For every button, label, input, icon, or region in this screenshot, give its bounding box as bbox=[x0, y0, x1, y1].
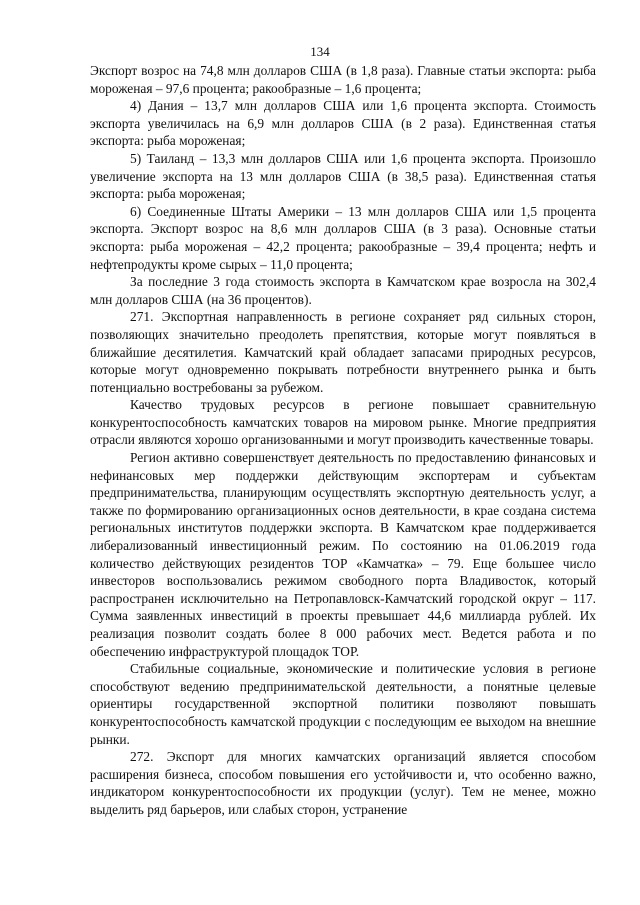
paragraph: За последние 3 года стоимость экспорта в Камчатском крае возросла на 302,4 млн долларов США (на 36 процентов). bbox=[90, 274, 596, 307]
paragraph: Стабильные социальные, экономические и политические условия в регионе способствуют ведению предпринимательской деятельности, а понятные целевые ориентиры государственной экспортной политики позволяют повышать конкурентоспособность камчатской продукции с последующим ее выходом на внешние рынки. bbox=[90, 661, 596, 747]
paragraph: 272. Экспорт для многих камчатских организаций является способом расширения бизнеса, способом повышения его устойчивости и, что особенно важно, индикатором конкурентоспособности их продукции (услуг). Тем не менее, можно выделить ряд барьеров, или слабых сторон, устранение bbox=[90, 749, 596, 817]
document-body bbox=[90, 62, 596, 819]
paragraph: Качество трудовых ресурсов в регионе повышает сравнительную конкурентоспособность камчатских товаров на мировом рынке. Многие предприятия отрасли являются хорошо организованными и могут производить качественные товары. bbox=[90, 397, 596, 448]
paragraph: 271. Экспортная направленность в регионе сохраняет ряд сильных сторон, позволяющих значительно преодолеть препятствия, которые могут появляться в ближайшие десятилетия. Камчатский край обладает запасами природных ресурсов, которые могут одновременно покрывать потребности внутреннего рынка и быть потенциально востребованы за рубежом. bbox=[90, 309, 596, 395]
page-number: 134 bbox=[310, 44, 330, 59]
paragraph: 5) Таиланд – 13,3 млн долларов США или 1,6 процента экспорта. Произошло увеличение экспорта на 13 млн долларов США (в 38,5 раза). Единственная статья экспорта: рыба мороженая; bbox=[90, 150, 596, 202]
paragraph: Регион активно совершенствует деятельность по предоставлению финансовых и нефинансовых мер поддержки действующим экспортерам и субъектам предпринимательства, планирующим осуществлять экспортную деятельность услуг, а также по формированию организационных основ деятельности, в крае создана система региональных институтов поддержки экспорта. В Камчатском крае поддерживается либерализованный инвестиционный режим. По состоянию на 01.06.2019 года количество действующих резидентов ТОР «Камчатка» – 79. Еще большее число инвесторов воспользовались режимом свободного порта Владивосток, который распространен исключительно на Петропавловск-Камчатский городской округ – 117. Сумма заявленных инвестиций в проекты превышает 44,6 миллиарда рублей. Их реализация позволит создать более 8 000 рабочих мест. Ведется работа и по обеспечению инфраструктурой площадок ТОР. bbox=[90, 450, 596, 659]
paragraph: 6) Соединенные Штаты Америки – 13 млн долларов США или 1,5 процента экспорта. Экспорт возрос на 8,6 млн долларов США (в 3 раза). Основные статьи экспорта: рыба мороженая – 42,2 процента; ракообразные – 39,4 процента; нефть и нефтепродукты кроме сырых – 11,0 процента; bbox=[90, 203, 596, 272]
paragraph: Экспорт возрос на 74,8 млн долларов США (в 1,8 раза). Главные статьи экспорта: рыба мороженая – 97,6 процента; ракообразные – 1,6 процента; bbox=[90, 63, 596, 96]
paragraph: 4) Дания – 13,7 млн долларов США или 1,6 процента экспорта. Стоимость экспорта увеличилась на 6,9 млн долларов США (в 2 раза). Единственная статья экспорта: рыба мороженая; bbox=[90, 98, 596, 149]
